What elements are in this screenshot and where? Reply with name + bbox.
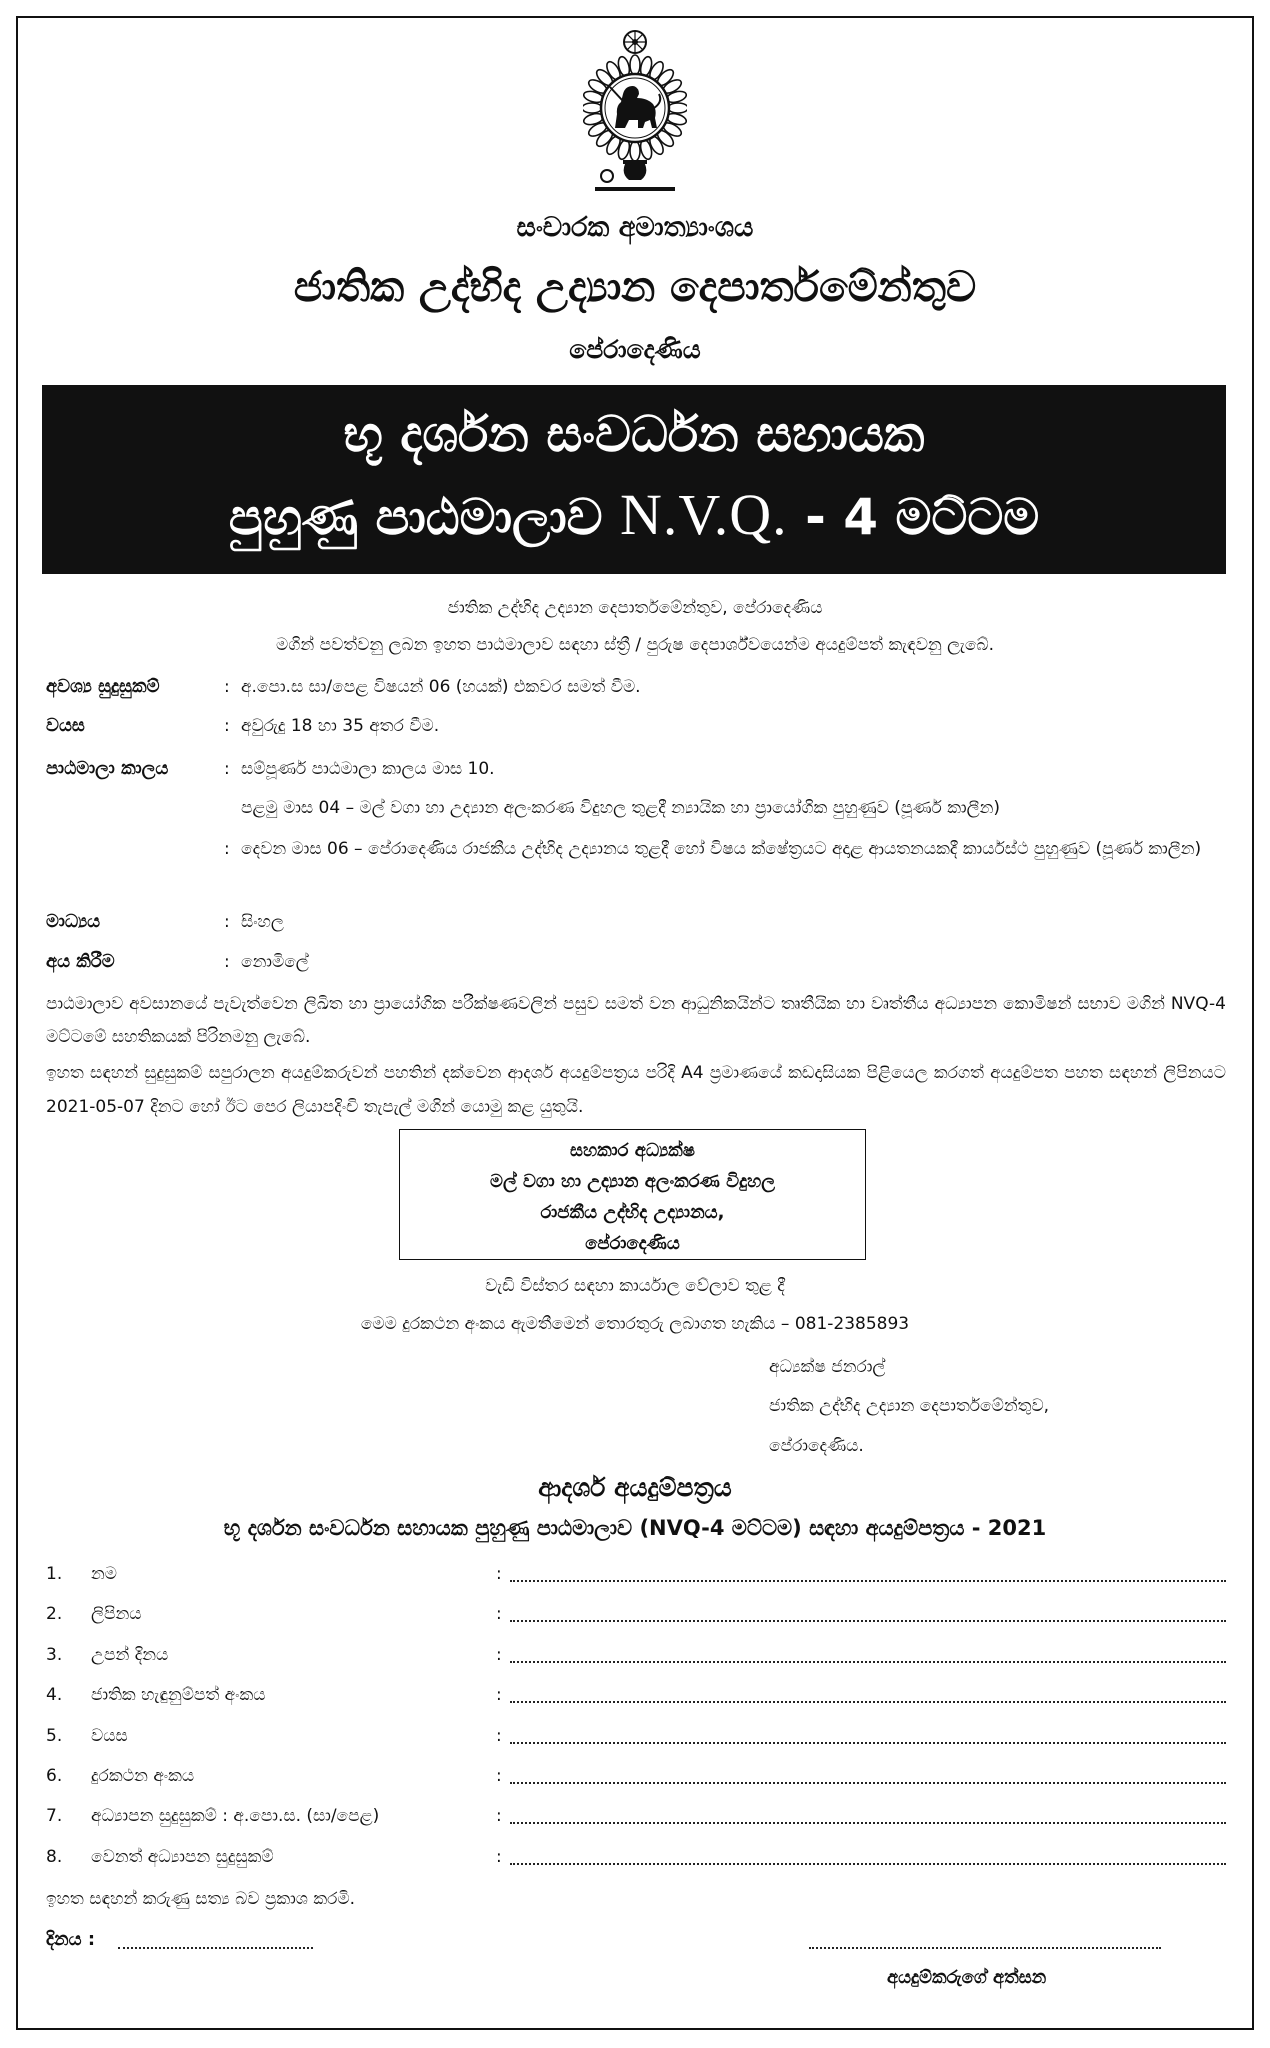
field-label: වෙනත් අධ්‍යාපන සුදුසුකම් (91, 1847, 274, 1867)
declaration: ඉහත සඳහන් කරුණු සත්‍ය බව ප්‍රකාශ කරමි. (46, 1889, 356, 1909)
separator: : (224, 759, 230, 779)
requirement-label: වයස (46, 715, 85, 736)
form-subtitle: භූ දර්ශන සංවර්ධන සහායක පුහුණු පාඨමාලාව (NVQ-4 මට්ටම) සඳහා අයදුම්පත්‍රය - 2021 (223, 1516, 1047, 1540)
separator: : (496, 1766, 502, 1786)
fill-in-line (510, 1580, 1226, 1582)
requirement-value: නොමිලේ (241, 952, 309, 972)
fill-in-line (510, 1661, 1226, 1663)
form-row-phone (46, 1762, 1226, 1790)
requirement-row-fee (46, 950, 1226, 974)
separator: : (496, 1685, 502, 1705)
address-line: මල් වගා හා උද්‍යාන අලංකරණ විදුහල (490, 1171, 775, 1192)
department-location: පේරාදෙණිය (569, 335, 701, 364)
requirement-label: පාඨමාලා කාලය (46, 758, 169, 779)
separator: : (496, 1726, 502, 1746)
field-number: 6. (46, 1766, 63, 1786)
form-row-address (46, 1600, 1226, 1628)
form-row-nic (46, 1681, 1226, 1709)
contact-line-1: වැඩි විස්තර සඳහා කාර්යාල වේලාව තුළ දී (485, 1276, 785, 1296)
field-label: වයස (91, 1726, 128, 1746)
contact-phone-line: මෙම දුරකථන අංකය ඇමතීමෙන් තොරතුරු ලබාගත හැකිය – 081-2385893 (360, 1314, 910, 1334)
separator: : (496, 1604, 502, 1624)
field-number: 3. (46, 1645, 63, 1665)
fill-in-line (510, 1822, 1226, 1824)
separator: : (496, 1645, 502, 1665)
nvq-code: N.V.Q. (620, 482, 788, 547)
emblem-graphic (583, 28, 687, 196)
form-row-other-education (46, 1843, 1226, 1871)
duration-detail-2: දෙවන මාස 06 – පේරාදෙණිය රාජකීය උද්භිද උද්‍යානය තුළදී හෝ විෂය ක්ෂේත්‍රයට අදාළ ආයතනයකදී කාර්යස්ථ පුහුණුව (පූර්ණ කාලීන) (241, 839, 1202, 859)
paragraph-submission: ඉහත සඳහන් සුදුසුකම් සපුරාලන අයදුම්කරුවන් පහතින් දක්වෙන ආදර්ශ අයදුම්පත්‍රය පරිදි A4 ප්‍රමාණයේ කඩදාසියක පිළියෙල කරගත් අයදුම්පත පහත සඳහන් ලිපිනයට 2021-05-07 දිනට හෝ ඊට පෙර ලියාපදිංචි තැපැල් මගින් යොමු කළ යුතුයි. (46, 1063, 1226, 1117)
address-box (399, 1129, 866, 1260)
department-name: ජාතික උද්භිද උද්‍යාන දෙපාර්තමේන්තුව (293, 262, 977, 311)
form-row-age (46, 1722, 1226, 1750)
field-label: උපන් දිනය (91, 1645, 169, 1665)
address-line: සහකාර අධ්‍යක්ෂ (570, 1140, 695, 1161)
separator: : (496, 1847, 502, 1867)
field-label: දුරකථන අංකය (91, 1766, 195, 1786)
signatory-department: ජාතික උද්භිද උද්‍යාන දෙපාර්තමේන්තුව, (769, 1396, 1050, 1416)
separator: : (224, 677, 230, 697)
signatory-location: පේරාදෙණිය. (769, 1436, 864, 1456)
requirement-value: සිංහල (241, 912, 284, 932)
duration-detail-1: පළමු මාස 04 – මල් වගා හා උද්‍යාන අලංකරණ විදුහල තුළදී න්‍යායික හා ප්‍රායෝගික පුහුණුව (පූර්ණ කාලීන) (241, 798, 1001, 818)
requirement-value: අවුරුදු 18 හා 35 අතර වීම. (241, 716, 440, 736)
sri-lanka-emblem (583, 28, 687, 196)
intro-line-1: ජාතික උද්භිද උද්‍යාන දෙපාර්තමේන්තුව, පේරාදෙණිය (447, 598, 823, 618)
field-label: නම (91, 1564, 118, 1584)
field-label: ලිපිනය (91, 1604, 142, 1624)
requirement-row-duration (46, 757, 1226, 781)
separator: : (224, 952, 230, 972)
ministry-name: සංචාරක අමාත්‍යාංශය (516, 212, 754, 243)
separator: : (224, 716, 230, 736)
separator: : (224, 912, 230, 932)
requirement-label: මාධ්‍යය (46, 911, 101, 932)
fill-in-line (510, 1701, 1226, 1703)
field-number: 1. (46, 1564, 63, 1584)
title-banner (42, 385, 1226, 574)
form-row-birthdate (46, 1641, 1226, 1669)
intro-line-2: මගින් පවත්වනු ලබන ඉහත පාඨමාලාව සඳහා ස්ත්‍රී / පුරුෂ දෙපාර්ශ්වයෙන්ම අයදුම්පත් කැඳවනු ලැබේ. (276, 635, 994, 655)
requirement-label: අය කිරීම (46, 951, 115, 972)
banner-line-2-suffix: - 4 මට්ටම (787, 488, 1040, 546)
field-number: 7. (46, 1806, 63, 1826)
date-label: දිනය : (46, 1929, 96, 1950)
banner-line-2 (42, 483, 1226, 549)
requirement-value: අ.පො.ස සා/පෙළ විෂයන් 06 (හයක්) එකවර සමත් වීම. (241, 677, 641, 697)
form-row-name (46, 1560, 1226, 1588)
banner-line-2-prefix: පුහුණු පාඨමාලාව (228, 488, 620, 546)
separator: : (496, 1564, 502, 1584)
field-number: 2. (46, 1604, 63, 1624)
field-label: අධ්‍යාපන සුදුසුකම් : අ.පො.ස. (සා/පෙළ) (91, 1806, 380, 1826)
requirement-row-medium (46, 910, 1226, 934)
field-number: 8. (46, 1847, 63, 1867)
requirement-value: සම්පූර්ණ පාඨමාලා කාලය මාස 10. (241, 759, 495, 779)
requirement-row-qualifications (46, 675, 1226, 699)
signatory-title: අධ්‍යක්ෂ ජනරාල් (769, 1357, 886, 1377)
separator: : (496, 1806, 502, 1826)
paragraph-certificate: පාඨමාලාව අවසානයේ පැවැත්වෙන ලිඛිත හා ප්‍රායෝගික පරීක්ෂණවලින් පසුව සමත් වන ආධුනිකයින්ට තෘතීයික හා වෘත්තීය අධ්‍යාපන කොමිෂන් සභාව මගින් NVQ-4 මට්ටමේ සහතිකයක් පිරිනමනු ලැබේ. (46, 994, 1226, 1047)
field-number: 4. (46, 1685, 63, 1705)
address-line: පේරාදෙණිය (585, 1233, 680, 1254)
requirement-row-age (46, 714, 1226, 738)
signature-label: අයදුම්කරුගේ අත්සන (887, 1967, 1047, 1988)
date-line (118, 1947, 313, 1949)
form-title: ආදර්ශ අයදුම්පත්‍රය (538, 1473, 732, 1502)
requirement-label: අවශ්‍ය සුදුසුකම් (46, 676, 160, 697)
separator: : (224, 839, 230, 859)
address-line: රාජකීය උද්භිද උද්‍යානය, (540, 1202, 725, 1223)
field-label: ජාතික හැඳුනුම්පත් අංකය (91, 1685, 266, 1705)
fill-in-line (510, 1620, 1226, 1622)
fill-in-line (510, 1742, 1226, 1744)
banner-line-1: භූ දර්ශන සංවර්ධන සහායක (343, 405, 925, 463)
form-row-education (46, 1802, 1226, 1830)
fill-in-line (510, 1782, 1226, 1784)
fill-in-line (510, 1863, 1226, 1865)
field-number: 5. (46, 1726, 63, 1746)
signature-line (809, 1947, 1161, 1949)
